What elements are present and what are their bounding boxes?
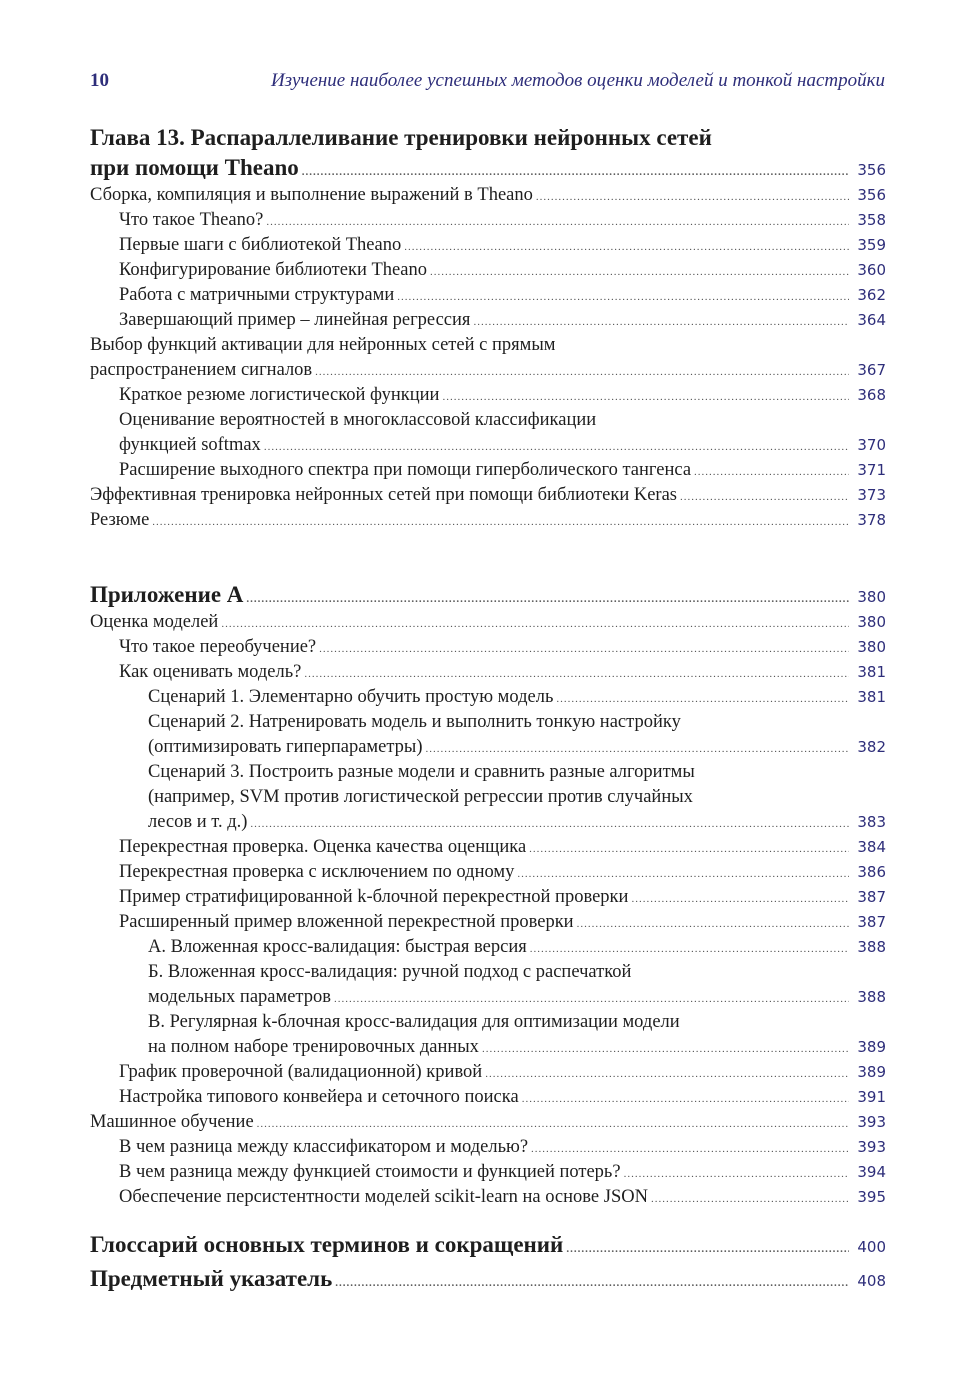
- dot-leader: [246, 584, 849, 614]
- toc-page-number[interactable]: 371: [857, 461, 886, 479]
- toc-entry-row: [90, 910, 886, 935]
- dot-leader: [631, 887, 849, 912]
- dot-leader: [250, 812, 849, 837]
- toc-entry-row: [90, 483, 886, 508]
- toc-page-number[interactable]: 381: [857, 688, 886, 706]
- running-title: Изучение наиболее успешных методов оценки моделей и тонкой настройки: [270, 70, 885, 91]
- toc-entry-title: Первые шаги с библиотекой Theano: [119, 235, 402, 255]
- dot-leader: [319, 637, 849, 662]
- toc-entry-title: лесов и т. д.): [148, 812, 248, 832]
- toc-entry[interactable]: [90, 408, 886, 458]
- toc-entry[interactable]: [90, 508, 886, 533]
- toc-entry-title: на полном наборе тренировочных данных: [148, 1037, 479, 1057]
- dot-leader: [624, 1162, 849, 1187]
- toc-entry-title: Краткое резюме логистической функции: [119, 385, 440, 405]
- dot-leader: [530, 937, 849, 962]
- toc-entry-row: [90, 208, 886, 233]
- dot-leader: [529, 837, 849, 862]
- toc-page-number[interactable]: 362: [857, 286, 886, 304]
- toc-entry-title: Что такое Theano?: [119, 210, 264, 230]
- dot-leader: [264, 435, 849, 460]
- toc-page-number[interactable]: 394: [857, 1163, 886, 1181]
- toc-entry[interactable]: [90, 1085, 886, 1110]
- toc-page-number[interactable]: 380: [857, 613, 886, 631]
- toc-page-number[interactable]: 393: [857, 1138, 886, 1156]
- toc-entry-text-line: Сценарий 2. Натренировать модель и выполнить тонкую настройку: [148, 712, 681, 732]
- toc-entry[interactable]: [90, 635, 886, 660]
- toc-page-number[interactable]: 391: [857, 1088, 886, 1106]
- dot-leader: [473, 310, 849, 335]
- dot-leader: [566, 1234, 849, 1264]
- toc-entry-title: Завершающий пример – линейная регрессия: [119, 310, 471, 330]
- toc-entry-row: [90, 1230, 886, 1260]
- toc-page-number[interactable]: 360: [857, 261, 886, 279]
- dot-leader: [221, 612, 849, 637]
- toc-entry[interactable]: [90, 610, 886, 635]
- toc-entry-row: [90, 258, 886, 283]
- dot-leader: [266, 210, 849, 235]
- dot-leader: [152, 510, 849, 535]
- toc-entry-title: Расширение выходного спектра при помощи гиперболического тангенса: [119, 460, 692, 480]
- toc-entry-row: [90, 935, 886, 960]
- toc-entry-title: Оценка моделей: [90, 612, 219, 632]
- toc-entry-row: [90, 508, 886, 533]
- dot-leader: [485, 1062, 849, 1087]
- toc-entry-row: [90, 885, 886, 910]
- toc-entry[interactable]: [90, 308, 886, 333]
- toc-page-number[interactable]: 389: [857, 1063, 886, 1081]
- toc-entry[interactable]: [90, 333, 886, 383]
- toc-entry-title: Эффективная тренировка нейронных сетей при помощи библиотеки Keras: [90, 485, 677, 505]
- toc-entry-row: [90, 1160, 886, 1185]
- dot-leader: [442, 385, 849, 410]
- toc-entry-title: Глоссарий основных терминов и сокращений: [90, 1232, 564, 1257]
- toc-entry-title: Перекрестная проверка с исключением по одному: [119, 862, 515, 882]
- dot-leader: [430, 260, 849, 285]
- toc-entry-row: [90, 610, 886, 635]
- toc-entry-row: [90, 985, 886, 1010]
- toc-entry[interactable]: [90, 835, 886, 860]
- toc-page-number[interactable]: 378: [857, 511, 886, 529]
- toc-entry[interactable]: [90, 1185, 886, 1210]
- toc-entry[interactable]: [90, 1264, 886, 1294]
- toc-entry-text-line: Б. Вложенная кросс-валидация: ручной подход с распечаткой: [148, 962, 632, 982]
- toc-entry-row: [90, 1110, 886, 1135]
- toc-entry[interactable]: [90, 935, 886, 960]
- toc-entry-title: В чем разница между функцией стоимости и функцией потерь?: [119, 1162, 621, 1182]
- toc-entry-title: (оптимизировать гиперпараметры): [148, 737, 423, 757]
- toc-entry-row: [90, 810, 886, 835]
- dot-leader: [694, 460, 849, 485]
- toc-entry[interactable]: [90, 685, 886, 710]
- dot-leader: [577, 912, 849, 937]
- toc-entry[interactable]: [90, 910, 886, 935]
- toc-entry[interactable]: [90, 458, 886, 483]
- toc-entry[interactable]: [90, 1010, 886, 1060]
- dot-leader: [397, 285, 849, 310]
- toc-entry-row: [90, 283, 886, 308]
- dot-leader: [556, 687, 849, 712]
- toc-entry-title: функцией softmax: [119, 435, 261, 455]
- toc-entry-row: [90, 735, 886, 760]
- page-header: [90, 70, 885, 98]
- toc-entry-row: [90, 835, 886, 860]
- toc-entry-row: [90, 433, 886, 458]
- toc-entry-row: [90, 358, 886, 383]
- toc-entry-text-line: Глава 13. Распараллеливание тренировки нейронных сетей: [90, 125, 712, 150]
- toc-entry-title: Сценарий 1. Элементарно обучить простую модель: [148, 687, 554, 707]
- dot-leader: [304, 662, 849, 687]
- toc-entry-title: при помощи Theano: [90, 155, 299, 180]
- toc-page-number[interactable]: 380: [857, 638, 886, 656]
- toc-entry[interactable]: [90, 860, 886, 885]
- toc-entry-row: [90, 1035, 886, 1060]
- toc-page-number[interactable]: 364: [857, 311, 886, 329]
- toc-entry-row: [90, 233, 886, 258]
- toc-entry-title: Что такое переобучение?: [119, 637, 317, 657]
- toc-entry[interactable]: [90, 1160, 886, 1185]
- toc-page-number[interactable]: 395: [857, 1188, 886, 1206]
- toc-entry-title: Приложение А: [90, 582, 244, 607]
- toc-page-number[interactable]: 386: [857, 863, 886, 881]
- toc-entry-title: Конфигурирование библиотеки Theano: [119, 260, 427, 280]
- dot-leader: [334, 987, 849, 1012]
- toc-entry[interactable]: [90, 960, 886, 1010]
- toc-entry[interactable]: [90, 710, 886, 760]
- toc-page-number[interactable]: 367: [857, 361, 886, 379]
- toc-page-number[interactable]: 373: [857, 486, 886, 504]
- toc-page-number[interactable]: 380: [857, 588, 886, 606]
- toc-entry-title: Машинное обучение: [90, 1112, 254, 1132]
- toc-entry-title: Обеспечение персистентности моделей scikit-learn на основе JSON: [119, 1187, 648, 1207]
- dot-leader: [651, 1187, 849, 1212]
- toc-page-number[interactable]: 382: [857, 738, 886, 756]
- toc-entry[interactable]: [90, 660, 886, 685]
- toc-entry[interactable]: [90, 283, 886, 308]
- dot-leader: [257, 1112, 849, 1137]
- toc-entry-title: Сборка, компиляция и выполнение выражений в Theano: [90, 185, 533, 205]
- toc-page-number[interactable]: 388: [857, 938, 886, 956]
- toc-page-number[interactable]: 387: [857, 913, 886, 931]
- dot-leader: [680, 485, 849, 510]
- toc-entry-text-line: Сценарий 3. Построить разные модели и сравнить разные алгоритмы: [148, 762, 695, 782]
- toc-section-back-matter: [90, 1230, 886, 1298]
- toc-entry[interactable]: [90, 1135, 886, 1160]
- toc-entry-row: [90, 580, 886, 610]
- dot-leader: [536, 185, 849, 210]
- toc-entry-row: [90, 660, 886, 685]
- toc-page-number[interactable]: 383: [857, 813, 886, 831]
- toc-entry-title: Пример стратифицированной k-блочной перекрестной проверки: [119, 887, 629, 907]
- toc-entry-row: [90, 1085, 886, 1110]
- toc-entry-row: [90, 1135, 886, 1160]
- toc-entry[interactable]: [90, 258, 886, 283]
- toc-entry-title: Резюме: [90, 510, 150, 530]
- toc-page-number[interactable]: 384: [857, 838, 886, 856]
- toc-page-number[interactable]: 358: [857, 211, 886, 229]
- dot-leader: [335, 1268, 849, 1298]
- toc-page-number[interactable]: 381: [857, 663, 886, 681]
- dot-leader: [315, 360, 849, 385]
- toc-entry[interactable]: [90, 208, 886, 233]
- toc-entry-row: [90, 183, 886, 208]
- toc-entry-row: [90, 1185, 886, 1210]
- dot-leader: [482, 1037, 849, 1062]
- toc-page-number[interactable]: 368: [857, 386, 886, 404]
- toc-page-number[interactable]: 388: [857, 988, 886, 1006]
- toc-entry-title: Расширенный пример вложенной перекрестной проверки: [119, 912, 574, 932]
- toc-entry-row: [90, 308, 886, 333]
- toc-page-number[interactable]: 356: [857, 186, 886, 204]
- page-number: 10: [90, 70, 109, 91]
- toc-entry-text-line: (например, SVM против логистической регрессии против случайных: [148, 787, 693, 807]
- toc-entry-row: [90, 685, 886, 710]
- toc-entry-row: [90, 383, 886, 408]
- toc-entry-title: Предметный указатель: [90, 1266, 333, 1291]
- toc-page-number[interactable]: 370: [857, 436, 886, 454]
- toc-entry[interactable]: [90, 233, 886, 258]
- toc-page-number[interactable]: 389: [857, 1038, 886, 1056]
- toc-entry-row: [90, 1264, 886, 1294]
- toc-entry-title: Как оценивать модель?: [119, 662, 302, 682]
- toc-entry-title: В чем разница между классификатором и моделью?: [119, 1137, 529, 1157]
- toc-page-number[interactable]: 408: [857, 1272, 886, 1290]
- toc-entry[interactable]: [90, 760, 886, 835]
- dot-leader: [522, 1087, 849, 1112]
- toc-entry-row: [90, 635, 886, 660]
- toc-entry-text-line: В. Регулярная k-блочная кросс-валидация для оптимизации модели: [148, 1012, 680, 1032]
- toc-page-number[interactable]: 393: [857, 1113, 886, 1131]
- toc-entry[interactable]: [90, 580, 886, 610]
- toc-page-number[interactable]: 387: [857, 888, 886, 906]
- toc-page-number[interactable]: 356: [857, 161, 886, 179]
- toc-entry[interactable]: [90, 885, 886, 910]
- toc-entry-text-line: Оценивание вероятностей в многоклассовой классификации: [119, 410, 597, 430]
- toc-entry[interactable]: [90, 123, 886, 183]
- toc-entry-title: Настройка типового конвейера и сеточного поиска: [119, 1087, 519, 1107]
- toc-entry[interactable]: [90, 1110, 886, 1135]
- dot-leader: [517, 862, 849, 887]
- toc-entry[interactable]: [90, 1230, 886, 1260]
- toc-entry-title: Работа с матричными структурами: [119, 285, 395, 305]
- toc-entry-title: распространением сигналов: [90, 360, 313, 380]
- toc-section-chapter-13: [90, 123, 886, 533]
- dot-leader: [531, 1137, 849, 1162]
- toc-entry-text-line: Выбор функций активации для нейронных сетей с прямым: [90, 335, 556, 355]
- toc-entry[interactable]: [90, 183, 886, 208]
- toc-page-number[interactable]: 359: [857, 236, 886, 254]
- toc-section-appendix-a: [90, 580, 886, 1210]
- toc-entry-row: [90, 860, 886, 885]
- toc-entry[interactable]: [90, 383, 886, 408]
- toc-entry-title: модельных параметров: [148, 987, 331, 1007]
- toc-entry[interactable]: [90, 1060, 886, 1085]
- toc-entry-title: График проверочной (валидационной) кривой: [119, 1062, 483, 1082]
- toc-page-number[interactable]: 400: [857, 1238, 886, 1256]
- dot-leader: [404, 235, 849, 260]
- dot-leader: [425, 737, 849, 762]
- toc-entry-title: А. Вложенная кросс-валидация: быстрая версия: [148, 937, 527, 957]
- toc-entry-title: Перекрестная проверка. Оценка качества оценщика: [119, 837, 527, 857]
- toc-entry-row: [90, 153, 886, 183]
- toc-entry-row: [90, 458, 886, 483]
- toc-entry[interactable]: [90, 483, 886, 508]
- toc-entry-row: [90, 1060, 886, 1085]
